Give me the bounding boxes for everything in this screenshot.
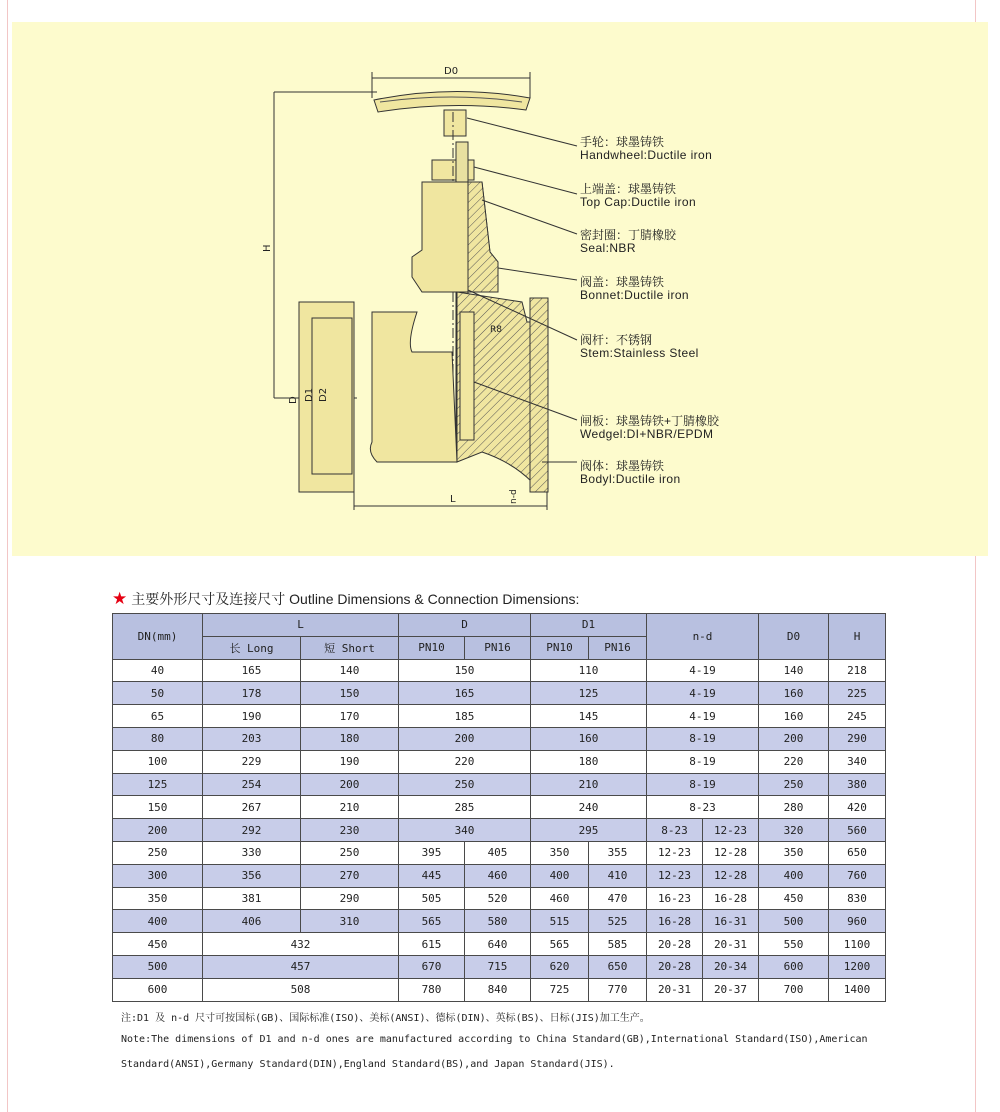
d2-dim-label: D2 (318, 387, 329, 402)
cell-h: 560 (829, 819, 886, 842)
cell-d1-pn16: 525 (589, 910, 647, 933)
table-row (113, 955, 886, 978)
cell-h: 1400 (829, 978, 886, 1001)
cell-d: 220 (399, 750, 531, 773)
d0-dim-label: D0 (444, 66, 459, 77)
cell-short: 170 (301, 705, 399, 728)
callout-cn: 闸板：球墨铸铁+丁腈橡胶 (580, 414, 720, 428)
h-dim-label: H (262, 244, 273, 252)
cell-short: 150 (301, 682, 399, 705)
cell-dn: 300 (113, 864, 203, 887)
callout-cn: 阀杆：不锈钢 (580, 333, 653, 347)
cell-d0: 320 (759, 819, 829, 842)
callout-stem (580, 334, 699, 360)
callout-en: Wedgel:DI+NBR/EPDM (580, 427, 714, 441)
cell-dn: 125 (113, 773, 203, 796)
cell-d: 150 (399, 659, 531, 682)
header-d1: D1 (531, 614, 647, 637)
cell-nd-pn16: 12-28 (703, 841, 759, 864)
table-row (113, 796, 886, 819)
cell-nd-pn16: 20-31 (703, 933, 759, 956)
callout-wedge (580, 415, 719, 441)
cell-d-pn10: 670 (399, 955, 465, 978)
cell-h: 830 (829, 887, 886, 910)
cell-d1-pn10: 620 (531, 955, 589, 978)
cell-d1: 110 (531, 659, 647, 682)
cell-d1-pn10: 460 (531, 887, 589, 910)
cell-nd: 4-19 (647, 682, 759, 705)
cell-d0: 450 (759, 887, 829, 910)
l-dim-label: L (450, 494, 456, 505)
cell-d: 185 (399, 705, 531, 728)
section-title-text: 主要外形尺寸及连接尺寸 Outline Dimensions & Connection Dimensions: (131, 591, 580, 607)
table-row (113, 819, 886, 842)
cell-d1: 295 (531, 819, 647, 842)
header-d-pn10: PN10 (399, 636, 465, 659)
cell-d0: 220 (759, 750, 829, 773)
cell-nd-pn16: 12-23 (703, 819, 759, 842)
cell-short: 230 (301, 819, 399, 842)
section-title (112, 589, 579, 609)
gate-valve-drawing (12, 22, 988, 556)
cell-d0: 250 (759, 773, 829, 796)
cell-d1-pn10: 400 (531, 864, 589, 887)
r8-dim-label: R8 (490, 325, 502, 335)
cell-d-pn10: 780 (399, 978, 465, 1001)
cell-d0: 400 (759, 864, 829, 887)
nd-dim-label: n-d (509, 489, 519, 504)
cell-d: 200 (399, 727, 531, 750)
cell-short: 290 (301, 887, 399, 910)
cell-d0: 160 (759, 682, 829, 705)
cell-d-pn10: 505 (399, 887, 465, 910)
cell-nd-pn16: 12-28 (703, 864, 759, 887)
note-chinese: 注:D1 及 n-d 尺寸可按国标(GB)、国际标准(ISO)、美标(ANSI)、德标(DIN)、英标(BS)、日标(JIS)加工生产。 (121, 1013, 650, 1024)
cell-short: 180 (301, 727, 399, 750)
cell-h: 960 (829, 910, 886, 933)
cell-long: 190 (203, 705, 301, 728)
callout-body (580, 460, 681, 486)
callout-cn: 上端盖：球墨铸铁 (580, 182, 677, 196)
cell-d0: 160 (759, 705, 829, 728)
callout-cn: 阀体：球墨铸铁 (580, 459, 665, 473)
header-h: H (829, 614, 886, 660)
cell-dn: 450 (113, 933, 203, 956)
left-margin-line (7, 0, 8, 1112)
callout-top-cap (580, 183, 696, 209)
callout-cn: 阀盖：球墨铸铁 (580, 275, 665, 289)
cell-d1-pn16: 410 (589, 864, 647, 887)
callout-bonnet (580, 276, 689, 302)
cell-short: 210 (301, 796, 399, 819)
note-english-line2: Standard(ANSI),Germany Standard(DIN),England Standard(BS),and Japan Standard(JIS). (121, 1059, 615, 1070)
cell-d: 285 (399, 796, 531, 819)
cell-h: 218 (829, 659, 886, 682)
cell-long: 292 (203, 819, 301, 842)
cell-short: 310 (301, 910, 399, 933)
cell-l: 508 (203, 978, 399, 1001)
cell-d1: 180 (531, 750, 647, 773)
cell-h: 760 (829, 864, 886, 887)
table-row (113, 933, 886, 956)
cell-nd-pn10: 16-28 (647, 910, 703, 933)
cell-d: 165 (399, 682, 531, 705)
cell-dn: 250 (113, 841, 203, 864)
cell-d0: 140 (759, 659, 829, 682)
callout-cn: 密封圈：丁腈橡胶 (580, 228, 677, 242)
cell-d1: 125 (531, 682, 647, 705)
table-row (113, 705, 886, 728)
star-icon: ★ (112, 589, 128, 608)
cell-long: 406 (203, 910, 301, 933)
callout-en: Bonnet:Ductile iron (580, 288, 689, 302)
cell-h: 420 (829, 796, 886, 819)
cell-d1-pn10: 515 (531, 910, 589, 933)
d1-dim-label: D1 (304, 387, 315, 402)
cell-nd-pn16: 20-37 (703, 978, 759, 1001)
cell-long: 254 (203, 773, 301, 796)
cell-short: 190 (301, 750, 399, 773)
header-d-pn16: PN16 (465, 636, 531, 659)
callout-en: Top Cap:Ductile iron (580, 195, 697, 209)
cell-d0: 500 (759, 910, 829, 933)
cell-d0: 550 (759, 933, 829, 956)
cell-short: 250 (301, 841, 399, 864)
cell-d1: 210 (531, 773, 647, 796)
cell-nd: 4-19 (647, 659, 759, 682)
cell-dn: 65 (113, 705, 203, 728)
table-row (113, 682, 886, 705)
header-dn: DN(mm) (113, 614, 203, 660)
cell-long: 229 (203, 750, 301, 773)
cell-d1-pn10: 350 (531, 841, 589, 864)
cell-h: 290 (829, 727, 886, 750)
callout-en: Bodyl:Ductile iron (580, 472, 681, 486)
cell-h: 1200 (829, 955, 886, 978)
cell-d: 250 (399, 773, 531, 796)
cell-long: 178 (203, 682, 301, 705)
cell-d1-pn10: 565 (531, 933, 589, 956)
cell-short: 270 (301, 864, 399, 887)
cell-long: 267 (203, 796, 301, 819)
cell-d-pn10: 615 (399, 933, 465, 956)
cell-dn: 50 (113, 682, 203, 705)
callout-seal (580, 229, 676, 255)
table-row (113, 910, 886, 933)
dimensions-table (112, 613, 886, 1002)
cell-long: 203 (203, 727, 301, 750)
cell-nd-pn10: 12-23 (647, 864, 703, 887)
cell-h: 380 (829, 773, 886, 796)
cell-nd-pn16: 16-31 (703, 910, 759, 933)
cell-nd: 8-23 (647, 796, 759, 819)
cell-nd: 4-19 (647, 705, 759, 728)
cell-d-pn16: 460 (465, 864, 531, 887)
cell-l: 432 (203, 933, 399, 956)
cell-dn: 100 (113, 750, 203, 773)
cell-d1: 240 (531, 796, 647, 819)
cell-d0: 700 (759, 978, 829, 1001)
cell-nd-pn16: 20-34 (703, 955, 759, 978)
cell-d-pn10: 445 (399, 864, 465, 887)
callout-handwheel (580, 136, 712, 162)
cell-d1-pn16: 355 (589, 841, 647, 864)
cell-long: 381 (203, 887, 301, 910)
table-row (113, 841, 886, 864)
callout-cn: 手轮：球墨铸铁 (580, 135, 665, 149)
header-d: D (399, 614, 531, 637)
cell-d1: 145 (531, 705, 647, 728)
cell-dn: 350 (113, 887, 203, 910)
note-english-line1: Note:The dimensions of D1 and n-d ones are manufactured according to China Standard(GB),International Standard(ISO),American (121, 1034, 868, 1045)
cell-d1-pn16: 585 (589, 933, 647, 956)
cell-nd-pn10: 8-23 (647, 819, 703, 842)
cell-d-pn10: 565 (399, 910, 465, 933)
cell-d1-pn16: 470 (589, 887, 647, 910)
cell-nd-pn10: 20-31 (647, 978, 703, 1001)
cell-nd: 8-19 (647, 750, 759, 773)
header-nd: n-d (647, 614, 759, 660)
table-row (113, 864, 886, 887)
cell-h: 245 (829, 705, 886, 728)
callout-en: Stem:Stainless Steel (580, 346, 699, 360)
cell-long: 165 (203, 659, 301, 682)
cell-d-pn16: 715 (465, 955, 531, 978)
header-l-short: 短 Short (301, 636, 399, 659)
cell-nd-pn10: 20-28 (647, 955, 703, 978)
cell-d0: 350 (759, 841, 829, 864)
table-row (113, 659, 886, 682)
cell-dn: 150 (113, 796, 203, 819)
callout-en: Seal:NBR (580, 241, 636, 255)
cell-long: 330 (203, 841, 301, 864)
table-row (113, 727, 886, 750)
cell-h: 340 (829, 750, 886, 773)
cell-d-pn16: 840 (465, 978, 531, 1001)
header-l-long: 长 Long (203, 636, 301, 659)
cell-short: 200 (301, 773, 399, 796)
table-row (113, 773, 886, 796)
cell-nd: 8-19 (647, 727, 759, 750)
cell-d1-pn10: 725 (531, 978, 589, 1001)
cell-h: 225 (829, 682, 886, 705)
header-l: L (203, 614, 399, 637)
cell-h: 1100 (829, 933, 886, 956)
cell-nd-pn10: 16-23 (647, 887, 703, 910)
cell-dn: 500 (113, 955, 203, 978)
cell-dn: 80 (113, 727, 203, 750)
cell-dn: 400 (113, 910, 203, 933)
callout-en: Handwheel:Ductile iron (580, 148, 713, 162)
cell-dn: 40 (113, 659, 203, 682)
cell-long: 356 (203, 864, 301, 887)
valve-drawing-panel (12, 22, 988, 556)
d-dim-label: D (288, 396, 299, 404)
cell-d-pn16: 580 (465, 910, 531, 933)
table-row (113, 887, 886, 910)
cell-d0: 200 (759, 727, 829, 750)
cell-d-pn16: 640 (465, 933, 531, 956)
cell-h: 650 (829, 841, 886, 864)
header-d1-pn10: PN10 (531, 636, 589, 659)
cell-d1-pn16: 770 (589, 978, 647, 1001)
cell-d-pn10: 395 (399, 841, 465, 864)
cell-nd-pn10: 12-23 (647, 841, 703, 864)
cell-nd: 8-19 (647, 773, 759, 796)
cell-d0: 600 (759, 955, 829, 978)
table-row (113, 978, 886, 1001)
cell-d-pn16: 405 (465, 841, 531, 864)
cell-d1: 160 (531, 727, 647, 750)
table-row (113, 750, 886, 773)
cell-l: 457 (203, 955, 399, 978)
cell-d1-pn16: 650 (589, 955, 647, 978)
cell-dn: 600 (113, 978, 203, 1001)
cell-short: 140 (301, 659, 399, 682)
cell-d: 340 (399, 819, 531, 842)
header-d1-pn16: PN16 (589, 636, 647, 659)
cell-nd-pn16: 16-28 (703, 887, 759, 910)
cell-dn: 200 (113, 819, 203, 842)
header-d0: D0 (759, 614, 829, 660)
cell-d0: 280 (759, 796, 829, 819)
cell-nd-pn10: 20-28 (647, 933, 703, 956)
cell-d-pn16: 520 (465, 887, 531, 910)
